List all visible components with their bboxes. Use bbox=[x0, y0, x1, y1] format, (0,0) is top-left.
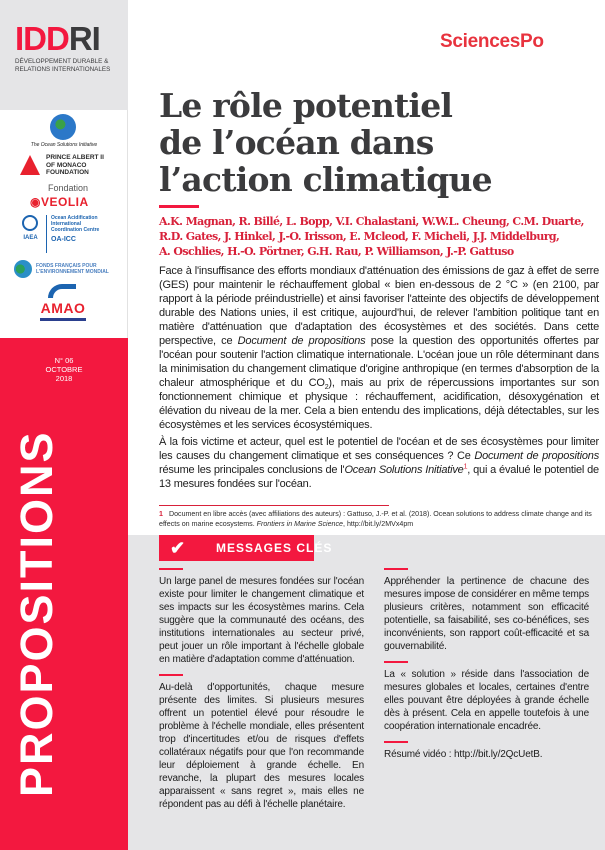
issue-info bbox=[0, 356, 128, 383]
prince-albert-icon bbox=[20, 155, 40, 175]
messages-column-right bbox=[384, 568, 589, 769]
ocean-initiative-label: The Ocean Solutions Initiative bbox=[30, 142, 98, 148]
wave-icon bbox=[48, 284, 76, 298]
veolia-drop-icon: ◉ bbox=[30, 195, 41, 209]
footnote-link[interactable]: , http://bit.ly/2MVx4pm bbox=[343, 520, 414, 528]
issue-month: OCTOBRE bbox=[45, 365, 83, 374]
iaea-atom-icon bbox=[22, 215, 38, 231]
message-item: Au-delà d'opportunités, chaque mesure présente des limites. Si plusieurs mesures offrent un potentiel élevé pour résoudre le problème à l'échelle mondiale, elles présentent trop d'incertitudes et/ou de risques d'effets collatéraux négatifs pour que l'on recommande leur déploiement à grande échelle. En revanche, la plupart des mesures locales apparaissent « sans regret », mais elles ne répondent pas au défi à l'échelle planétaire. bbox=[159, 674, 364, 811]
prince-albert-logo: PRINCE ALBERT II OF MONACO FOUNDATION bbox=[20, 152, 120, 180]
iddri-logo: IDDRI bbox=[15, 20, 100, 57]
amao-logo: AMAO bbox=[38, 284, 88, 330]
message-rule bbox=[384, 568, 408, 570]
key-messages-title: MESSAGES CLÉS bbox=[216, 541, 333, 555]
ffem-logo: FONDS FRANÇAIS POUR L'ENVIRONNEMENT MONDIAL bbox=[14, 260, 124, 280]
divider bbox=[46, 215, 47, 253]
ocean-initiative-globe-icon bbox=[50, 114, 76, 140]
message-item: Un large panel de mesures fondées sur l'océan existe pour limiter le changement climatique et ses impacts sur les écosystèmes marins. Cela suggère que la communauté des océans, des institutions internationales au secteur privé, peut jouer un rôle important à l'échelle globale en matière d'adaptation comme d'atténuation. bbox=[159, 568, 364, 666]
issue-number: N° 06 bbox=[54, 356, 74, 365]
abstract-paragraph: À la fois victime et acteur, quel est le potentiel de l'océan et de ses écosystèmes pour limiter les causes du changement climatique et ses conséquences ? Ce Document de propositions résume les principales conclusions de l'Ocean Solutions Initiative$^1$, qui a évalué le potentiel de 13 mesures fondées sur l'océan. bbox=[159, 436, 599, 490]
veolia-logo: ◉VEOLIA bbox=[30, 195, 89, 209]
issue-year: 2018 bbox=[55, 374, 73, 383]
message-rule bbox=[159, 674, 183, 676]
author-list: A.K. Magnan, R. Billé, L. Bopp, V.I. Chalastani, W.W.L. Cheung, C.M. Duarte, R.D. Gates, J. Hinkel, J.-O. Irisson, E. Mcleod, F. Micheli, J.J. Middelburg, A. Oschlies, H.-O. Pörtner, G.H. Rau, P. Williamson, J.-P. Gattuso bbox=[159, 215, 584, 258]
footnote-divider bbox=[159, 505, 389, 506]
sidebar bbox=[0, 0, 128, 850]
message-item: La « solution » réside dans l'association de mesures globales et locales, certaines d'entre elles pouvant être déployées à grande échelle dès à présent. Cela en appelle toutefois à une coopération internationale encadrée. bbox=[384, 661, 589, 733]
video-summary-link[interactable]: Résumé vidéo : http://bit.ly/2QcUetB. bbox=[384, 749, 543, 760]
sciences-po-logo: SciencesPo bbox=[440, 31, 544, 52]
footnote-ref[interactable]: 1 bbox=[463, 463, 468, 471]
message-rule bbox=[384, 741, 408, 743]
checkmark-icon: ✔ bbox=[170, 538, 186, 558]
title-underline bbox=[159, 205, 199, 208]
message-item bbox=[384, 741, 589, 761]
iaea-oaicc-logo: IAEA Ocean Acidification International Coordination Centre OA-ICC bbox=[18, 215, 122, 255]
veolia-foundation-label: Fondation bbox=[48, 183, 89, 193]
messages-column-left bbox=[159, 568, 364, 819]
ffem-globe-icon bbox=[14, 260, 32, 278]
footnote: 1 Document en libre accès (avec affiliations des auteurs) : Gattuso, J.-P. et al. (2018). Ocean solutions to address climate change and its effects on marine ecosystems. Frontiers in Marine Science, http://bit.ly/2MVx4pm bbox=[159, 510, 592, 528]
iddri-subtitle: DÉVELOPPEMENT DURABLE & RELATIONS INTERNATIONALES bbox=[15, 58, 111, 73]
message-rule bbox=[159, 568, 183, 570]
page-title: Le rôle potentiel de l’océan dans l’action climatique bbox=[159, 86, 492, 199]
message-rule bbox=[384, 661, 408, 663]
abstract bbox=[159, 264, 599, 494]
series-label: PROPOSITIONS bbox=[11, 430, 62, 797]
abstract-paragraph: Face à l'insuffisance des efforts mondiaux d'atténuation des émissions de gaz à effet de serre (GES) pour maintenir le réchauffement global « bien en-dessous de 2 °C » (en 2100, par rapport à la période préindustrielle) et ainsi favoriser l'atteinte des objectifs de développement durable des Nations unies, il est critique, aujourd'hui, de relever l'ambition politique tant en matière d'atténuation que d'adaptation des écosystèmes et des sociétés. Dans cette perspective, ce Document de propositions pose la question des opportunités offertes par l'océan pour soutenir l'action climatique internationale. L'océan joue un rôle déterminant dans la minimisation du changement climatique d'origine anthropique (en termes d'absorption de la chaleur atmosphérique et du $CO_2$), mais au prix de répercussions importantes sur son fonctionnement chimique et physique : réchauffement, acidification, désoxygénation et élévation du niveau de la mer. Cela a bien entendu des implications, déjà détectables, sur les écosystèmes et les services écosystémiques. bbox=[159, 265, 599, 431]
message-item: Appréhender la pertinence de chacune des mesures impose de considérer en même temps plusieurs critères, notamment son efficacité potentielle, sa faisabilité, ses co-bénéfices, ses inconvénients, son rapport coût-efficacité et sa gouvernabilité. bbox=[384, 568, 589, 653]
